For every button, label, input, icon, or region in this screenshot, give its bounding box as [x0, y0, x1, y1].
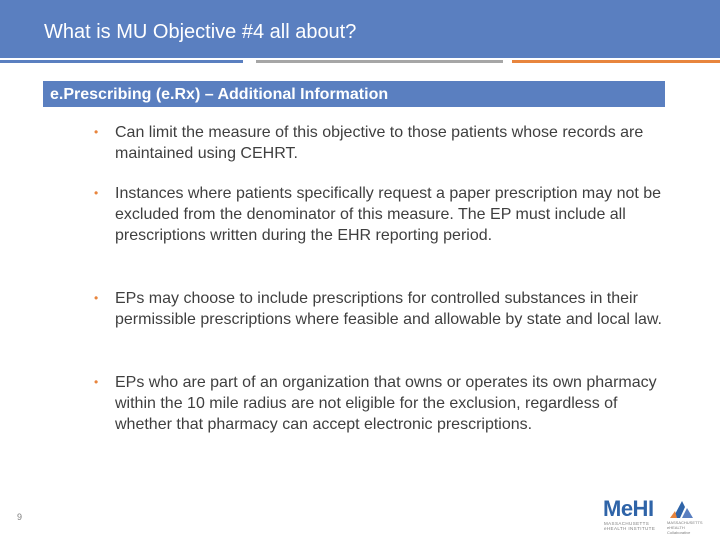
- bullet-text: EPs may choose to include prescriptions for controlled substances in their permissible prescriptions where feasible and allowable by state and local law.: [115, 290, 662, 328]
- mehi-logo: [603, 497, 659, 535]
- mehi-logo-text: MeHI: [603, 496, 654, 521]
- slide-title: What is MU Objective #4 all about?: [44, 21, 357, 43]
- bullet-text: Instances where patients specifically request a paper prescription may not be excluded from the denominator of this measure. The EP must include all prescriptions written during the EHR reporting period.: [115, 185, 662, 244]
- collaborative-logo-icon: [667, 498, 697, 520]
- section-heading-bar: [43, 81, 665, 107]
- bullet-text: Can limit the measure of this objective to those patients whose records are maintained using CEHRT.: [115, 124, 644, 162]
- collaborative-logo-subtext: MASSACHUSETTS eHEALTH Collaborative: [667, 520, 703, 535]
- divider-blue: [0, 60, 243, 63]
- bullet-icon: •: [94, 291, 99, 305]
- page-number: 9: [17, 512, 23, 522]
- divider-orange: [512, 60, 720, 63]
- divider-gray: [256, 60, 503, 63]
- title-bar: [0, 0, 720, 58]
- mehi-logo-subtext: MASSACHUSETTS eHEALTH INSTITUTE: [604, 521, 656, 531]
- bullet-text: EPs who are part of an organization that owns or operates its own pharmacy within the 10 mile radius are not eligible for the exclusion, regardless of whether that pharmacy can accept electronic prescriptions.: [115, 374, 657, 433]
- bullet-icon: •: [94, 125, 99, 139]
- collaborative-logo: [667, 498, 703, 534]
- bullet-icon: •: [94, 375, 99, 389]
- bullet-icon: •: [94, 186, 99, 200]
- section-heading: e.Prescribing (e.Rx) – Additional Information: [50, 86, 389, 103]
